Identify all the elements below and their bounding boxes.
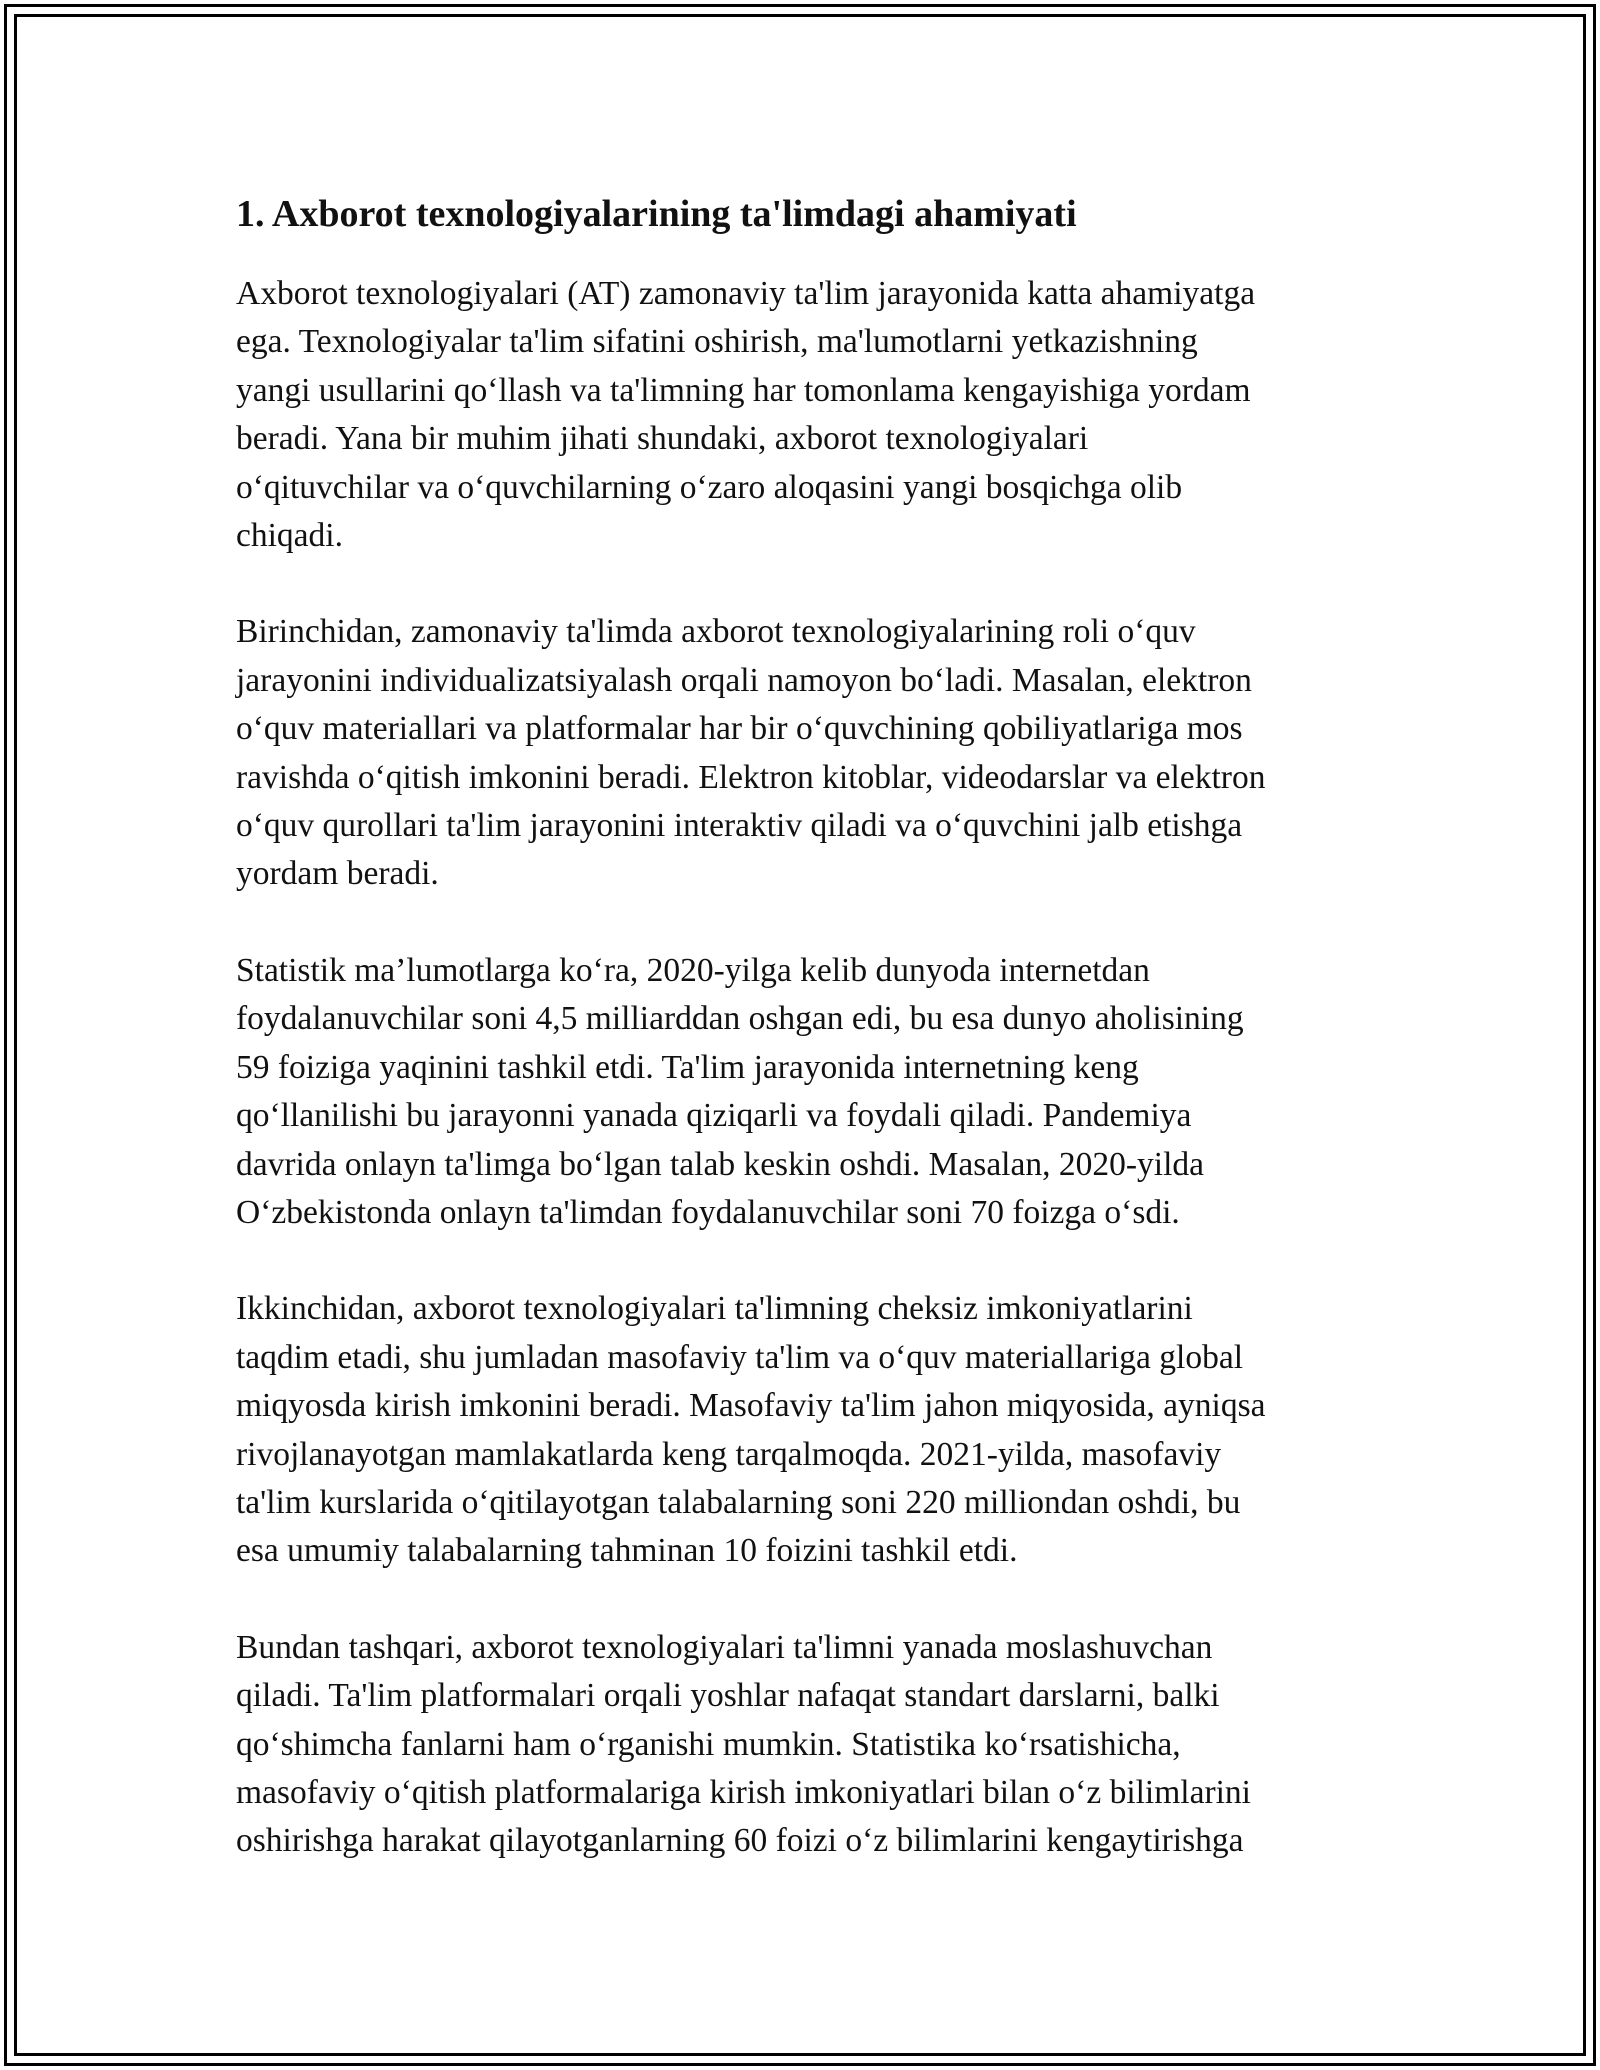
- paragraph-line: Oʻzbekistonda onlayn ta'limdan foydalanuvchilar soni 70 foizga oʻsdi.: [236, 1193, 1180, 1231]
- paragraphs-container: [236, 270, 1406, 1866]
- section-heading: 1. Axborot texnologiyalarining ta'limdagi ahamiyati: [236, 193, 1077, 235]
- paragraph-line: 59 foiziga yaqinini tashkil etdi. Ta'lim jarayonida internetning keng: [236, 1048, 1139, 1086]
- paragraph-line: masofaviy oʻqitish platformalariga kirish imkoniyatlari bilan oʻz bilimlarini: [236, 1773, 1251, 1811]
- paragraph-line: Statistik ma’lumotlarga koʻra, 2020-yilga kelib dunyoda internetdan: [236, 951, 1150, 989]
- paragraph-line: qoʻshimcha fanlarni ham oʻrganishi mumkin. Statistika koʻrsatishicha,: [236, 1725, 1181, 1763]
- paragraph-line: rivojlanayotgan mamlakatlarda keng tarqalmoqda. 2021-yilda, masofaviy: [236, 1435, 1222, 1473]
- paragraph-line: jarayonini individualizatsiyalash orqali namoyon boʻladi. Masalan, elektron: [236, 661, 1252, 699]
- paragraph-line: yordam beradi.: [236, 855, 439, 893]
- paragraph: [236, 1285, 1406, 1575]
- paragraph-line: beradi. Yana bir muhim jihati shundaki, axborot texnologiyalari: [236, 420, 1089, 458]
- paragraph-line: ravishda oʻqitish imkonini beradi. Elektron kitoblar, videodarslar va elektron: [236, 758, 1266, 796]
- paragraph-line: oʻquv qurollari ta'lim jarayonini interaktiv qiladi va oʻquvchini jalb etishga: [236, 807, 1243, 845]
- paragraph-line: davrida onlayn ta'limga boʻlgan talab keskin oshdi. Masalan, 2020-yilda: [236, 1145, 1204, 1183]
- paragraph-line: esa umumiy talabalarning tahminan 10 foizini tashkil etdi.: [236, 1532, 1018, 1570]
- paragraph-line: ega. Texnologiyalar ta'lim sifatini oshirish, ma'lumotlarni yetkazishning: [236, 323, 1198, 361]
- paragraph-line: qoʻllanilishi bu jarayonni yanada qiziqarli va foydali qiladi. Pandemiya: [236, 1097, 1192, 1135]
- paragraph-line: oshirishga harakat qilayotganlarning 60 foizi oʻz bilimlarini kengaytirishga: [236, 1822, 1244, 1860]
- paragraph-line: ta'lim kurslarida oʻqitilayotgan talabalarning soni 220 milliondan oshdi, bu: [236, 1483, 1241, 1521]
- paragraph-line: chiqadi.: [236, 517, 343, 555]
- paragraph: [236, 1624, 1406, 1866]
- document-body: [236, 186, 1406, 1914]
- paragraph: [236, 270, 1406, 560]
- paragraph-line: oʻquv materiallari va platformalar har bir oʻquvchining qobiliyatlariga mos: [236, 710, 1243, 748]
- paragraph-line: Birinchidan, zamonaviy ta'limda axborot texnologiyalarining roli oʻquv: [236, 613, 1196, 651]
- paragraph: [236, 947, 1406, 1237]
- paragraph-line: oʻqituvchilar va oʻquvchilarning oʻzaro aloqasini yangi bosqichga olib: [236, 468, 1183, 506]
- paragraph-line: miqyosda kirish imkonini beradi. Masofaviy ta'lim jahon miqyosida, ayniqsa: [236, 1387, 1266, 1425]
- paragraph-line: Ikkinchidan, axborot texnologiyalari ta'limning cheksiz imkoniyatlarini: [236, 1290, 1193, 1328]
- paragraph-line: Axborot texnologiyalari (AT) zamonaviy ta'lim jarayonida katta ahamiyatga: [236, 275, 1256, 312]
- paragraph-line: qiladi. Ta'lim platformalari orqali yoshlar nafaqat standart darslarni, balki: [236, 1677, 1220, 1715]
- paragraph-line: yangi usullarini qoʻllash va ta'limning har tomonlama kengayishiga yordam: [236, 371, 1251, 409]
- paragraph: [236, 608, 1406, 898]
- paragraph-line: Bundan tashqari, axborot texnologiyalari ta'limni yanada moslashuvchan: [236, 1628, 1213, 1666]
- paragraph-line: taqdim etadi, shu jumladan masofaviy ta'lim va oʻquv materiallariga global: [236, 1338, 1244, 1376]
- paragraph-line: foydalanuvchilar soni 4,5 milliarddan oshgan edi, bu esa dunyo aholisining: [236, 1000, 1244, 1038]
